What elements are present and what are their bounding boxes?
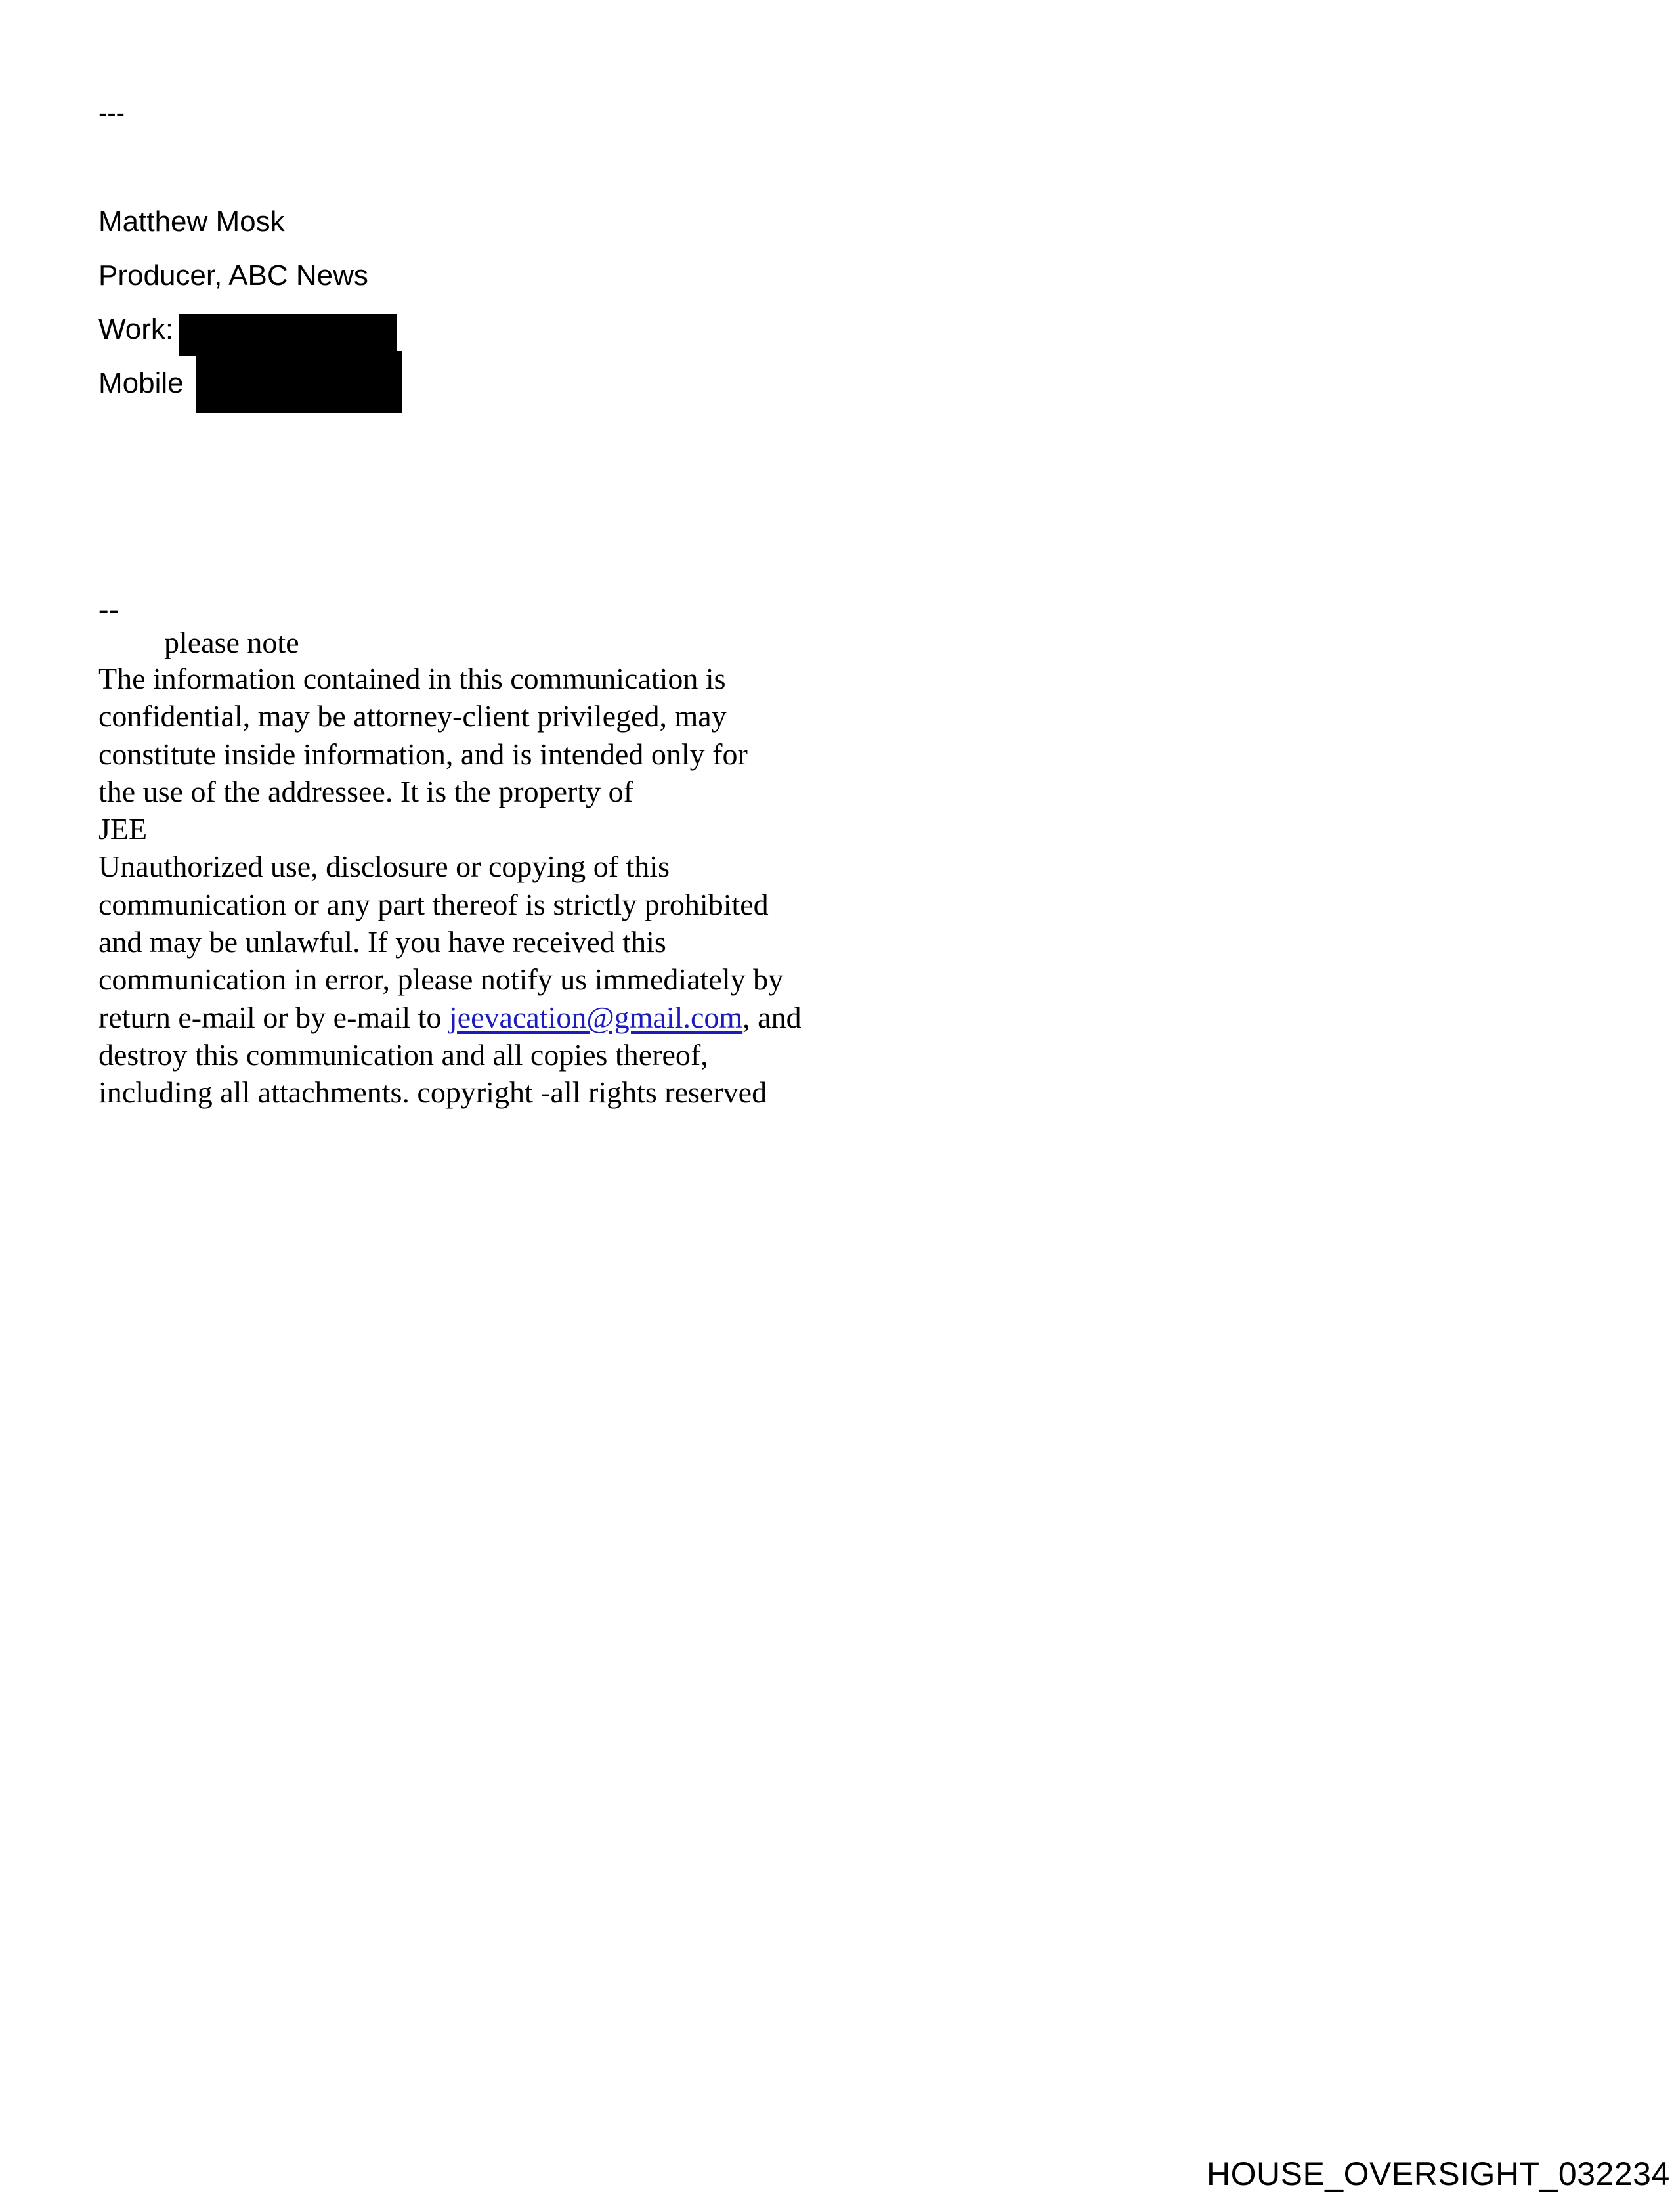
signature-name: Matthew Mosk (98, 206, 285, 238)
disclaimer-line: and may be unlawful. If you have received this (98, 925, 666, 959)
disclaimer-line: Unauthorized use, disclosure or copying of this (98, 850, 670, 884)
email-link[interactable]: jeevacation@gmail.com (448, 1000, 743, 1034)
disclaimer-line: constitute inside information, and is intended only for (98, 737, 748, 771)
email-line-suffix: , and (742, 1000, 802, 1034)
disclaimer-line: the use of the addressee. It is the property of (98, 774, 633, 808)
disclaimer-body (98, 660, 802, 1112)
disclaimer-email-line (98, 999, 802, 1036)
disclaimer-line: The information contained in this communication is (98, 662, 726, 695)
redaction-box-work (179, 314, 397, 356)
disclaimer-heading: please note (164, 626, 299, 659)
disclaimer-separator: -- (98, 592, 119, 625)
disclaimer-line: destroy this communication and all copies thereof, (98, 1037, 708, 1072)
bates-number: HOUSE_OVERSIGHT_032234 (1207, 2156, 1670, 2192)
signature-title: Producer, ABC News (98, 259, 368, 292)
disclaimer-line: communication in error, please notify us immediately by (98, 963, 784, 997)
disclaimer-line: communication or any part thereof is strictly prohibited (98, 887, 769, 921)
top-separator: --- (98, 98, 125, 127)
signature-work-label: Work: (98, 313, 174, 345)
disclaimer-line: including all attachments. copyright -all rights reserved (98, 1075, 767, 1110)
email-line-prefix: return e-mail or by e-mail to (98, 1000, 449, 1034)
redaction-box-mobile (196, 351, 402, 413)
disclaimer-line: JEE (98, 812, 148, 846)
signature-mobile-label: Mobile (98, 367, 184, 399)
disclaimer-line: confidential, may be attorney-client privileged, may (98, 699, 727, 733)
